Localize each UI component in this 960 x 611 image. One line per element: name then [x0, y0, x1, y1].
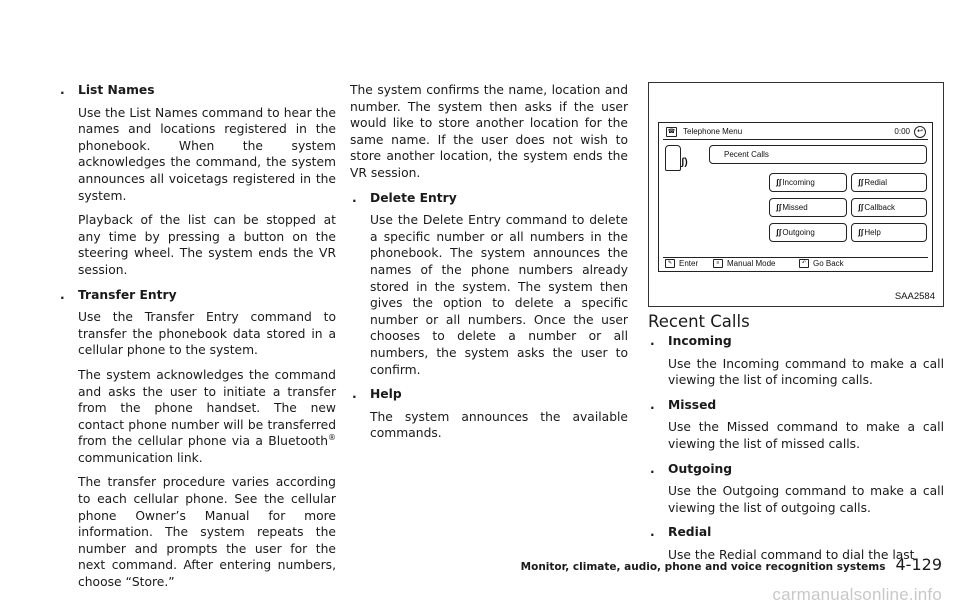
redial-button[interactable] — [851, 173, 927, 192]
voice-phone-icon — [665, 145, 681, 171]
incoming-heading: Incoming — [668, 334, 732, 348]
redial-heading: Redial — [668, 525, 712, 540]
incoming-label: Incoming — [782, 178, 815, 187]
bullet: . — [60, 83, 65, 97]
list-names-item — [58, 82, 336, 279]
help-button[interactable] — [851, 223, 927, 242]
screen-title-bar — [663, 125, 928, 140]
outgoing-label: Outgoing — [782, 228, 815, 237]
enter-hint — [665, 258, 698, 270]
missed-paragraph: Use the Missed command to make a call viewing the list of missed calls. — [668, 420, 944, 451]
callback-button[interactable] — [851, 198, 927, 217]
bullet: . — [650, 525, 655, 540]
outgoing-item — [648, 461, 944, 517]
manual-mode-hint — [713, 258, 775, 270]
bullet: . — [352, 387, 357, 402]
go-back-hint — [799, 258, 844, 270]
transfer-entry-heading: Transfer Entry — [78, 287, 177, 302]
outgoing-heading: Outgoing — [668, 461, 733, 476]
help-item — [350, 386, 628, 442]
voice-icon: ʃʃ — [776, 203, 782, 212]
incoming-button[interactable] — [769, 173, 847, 192]
delete-entry-paragraph: Use the Delete Entry command to delete a specific number or all numbers in the phonebook. The system announces the names of the phone numbers already stored in the system. The system then gives the option to delete a specific number or all numbers. Once the user chooses to delete a number or all numbers, the system asks the user to confirm. — [370, 213, 628, 377]
registered-mark: ® — [328, 433, 336, 443]
screen-footer — [663, 257, 928, 270]
callback-label: Callback — [864, 203, 896, 212]
figure-code: SAA2584 — [894, 291, 935, 302]
transfer-entry-item — [58, 287, 336, 591]
transfer-entry-paragraph-1: Use the Transfer Entry command to transfer the phonebook data stored in a cellular phone to the system. — [78, 310, 336, 358]
voice-icon: ʃʃ — [858, 203, 864, 212]
delete-entry-heading: Delete Entry — [370, 190, 457, 205]
list-names-paragraph-2: Playback of the list can be stopped at any time by pressing a button on the steering wheel. The system ends the VR session. — [78, 213, 336, 277]
transfer-entry-paragraph-2 — [78, 367, 336, 467]
voice-waves-icon: ʃ) — [681, 157, 688, 168]
bullet: . — [650, 461, 655, 476]
missed-heading: Missed — [668, 397, 717, 412]
section-name: Monitor, climate, audio, phone and voice recognition systems — [520, 561, 886, 573]
enter-label: Enter — [679, 259, 699, 268]
bullet: . — [650, 397, 655, 412]
bullet: . — [650, 334, 655, 348]
telephone-menu-figure — [648, 82, 944, 307]
bullet: . — [352, 190, 357, 205]
right-column — [648, 333, 944, 572]
call-timer: 0:00 — [894, 127, 910, 136]
voice-icon: ʃʃ — [858, 178, 864, 187]
incoming-paragraph: Use the Incoming command to make a call viewing the list of incoming calls. — [668, 356, 944, 388]
bullet: . — [60, 287, 65, 302]
go-back-label: Go Back — [813, 259, 844, 268]
voice-icon: ʃʃ — [776, 178, 782, 187]
outgoing-button[interactable] — [769, 223, 847, 242]
watermark: carmanualsonline.info — [772, 585, 942, 604]
phone-handset-icon: ☎ — [667, 129, 676, 135]
go-back-icon: ↶ — [799, 259, 809, 268]
telephone-menu-screen — [658, 122, 933, 272]
redial-label: Redial — [864, 178, 888, 187]
left-column — [58, 82, 336, 599]
list-names-heading: List Names — [78, 83, 155, 97]
incoming-item — [648, 333, 944, 389]
help-paragraph: The system announces the available commands. — [370, 409, 628, 441]
outgoing-paragraph: Use the Outgoing command to make a call viewing the list of outgoing calls. — [668, 484, 944, 515]
transfer-entry-paragraph-3: The transfer procedure varies according to each cellular phone. See the cellular phone Owner’s Manual for more information. The system repeats the number and prompts the user for the next command. After entering numbers, choose “Store.” — [78, 475, 336, 590]
help-heading: Help — [370, 387, 402, 402]
page-number: 4-129 — [895, 555, 942, 574]
confirmation-paragraph: The system confirms the name, location and number. The system then asks if the user would like to store another location for the same name. If the user does not wish to store another location, the system ends the VR session. — [350, 83, 628, 180]
voice-icon: ʃʃ — [858, 228, 864, 237]
redial-paragraph: Use the Redial command to dial the last — [668, 547, 915, 562]
transfer-entry-paragraph-2-text: The system acknowledges the command and asks the user to initiate a transfer from the phone handset. The new contact phone number will be transferred from the cellular phone via a Bluetooth — [78, 367, 336, 449]
manual-mode-label: Manual Mode — [727, 259, 776, 268]
enter-icon: ✎ — [665, 259, 675, 268]
voice-icon: ʃʃ — [776, 228, 782, 237]
recent-calls-title: Recent Calls — [648, 312, 750, 331]
manual-mode-icon: ≡ — [713, 259, 723, 268]
back-arrow-icon[interactable]: ↩ — [914, 126, 926, 138]
middle-column — [350, 82, 628, 450]
help-label: Help — [864, 228, 881, 237]
missed-item — [648, 397, 944, 453]
page-footer — [521, 555, 942, 574]
transfer-entry-paragraph-2-end: communication link. — [78, 450, 203, 465]
recent-calls-button[interactable]: Pecent Calls — [709, 145, 927, 164]
delete-entry-item — [350, 190, 628, 379]
list-names-paragraph-1: Use the List Names command to hear the names and locations registered in the phonebook. When the system acknowledges the command, the system announces all voicetags registered in the system. — [78, 105, 336, 203]
missed-label: Missed — [782, 203, 808, 212]
screen-title: Telephone Menu — [683, 127, 743, 136]
missed-button[interactable] — [769, 198, 847, 217]
